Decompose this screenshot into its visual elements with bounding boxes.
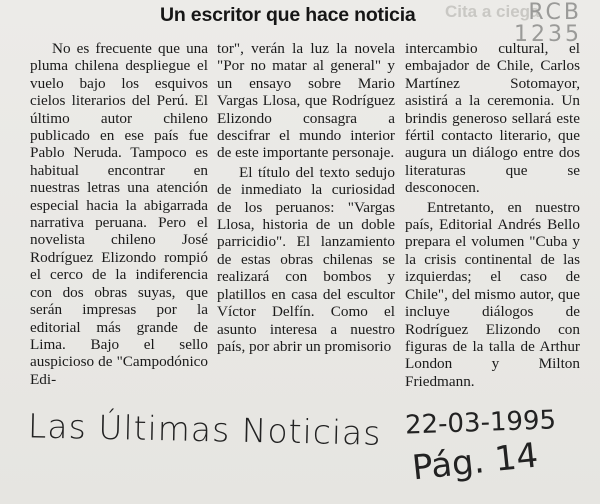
paragraph: El título del texto sedujo de inmediato la curiosidad de los peruanos: "Vargas Llosa, historia de un doble parricidio". El lanzamiento de estas obras chilenas se realizará con bombos y platillos en casa del escultor Víctor Delfín. Como el asunto interesa a nuestro país, por abrir un promisorio: [217, 163, 395, 355]
article-headline: Un escritor que hace noticia: [160, 4, 416, 26]
article-column-3: [405, 40, 580, 390]
paragraph: Entretanto, en nuestro país, Editorial Andrés Bello prepara el volumen "Cuba y la crisis continental de las izquierdas; el caso de Chile", del mismo autor, que incluye diálogos de Rodríguez Elizondo con figuras de la talla de Arthur London y Milton Friedmann.: [405, 198, 580, 390]
paragraph: intercambio cultural, el embajador de Chile, Carlos Martínez Sotomayor, asistirá a la ceremonia. Un brindis generoso sellará este fértil contacto literario, que augura un diálogo entre dos literaturas que se desconocen.: [405, 40, 580, 197]
pencil-note-line-2: 1235: [514, 22, 582, 47]
bleed-through-text: Cita a ciega: [445, 2, 540, 21]
article-column-1: [30, 40, 208, 388]
paragraph: No es frecuente que una pluma chilena despliegue el vuelo bajo los esquivos cielos literarios del Perú. El último autor chileno publicado en ese país fue Pablo Neruda. Tampoco es habitual encontrar en nuestras letras una atención especial hacia la abigarrada narrativa peruana. Pero el novelista chileno José Rodríguez Elizondo rompió el cerco de la indiferencia con dos obras suyas, que serán impresas por la editorial más grande de Lima. Bajo el sello auspicioso de "Campodónico Edi-: [30, 40, 208, 388]
handwritten-source: Las Últimas Noticias: [27, 406, 382, 453]
handwritten-date: 22-03-1995: [404, 405, 557, 441]
pencil-note-line-1: RCB: [528, 0, 582, 25]
article-column-2: [217, 40, 395, 355]
handwritten-page: Pág. 14: [410, 435, 541, 489]
paragraph: tor", verán la luz la novela "Por no matar al general" y un ensayo sobre Mario Vargas Llosa, que Rodríguez Elizondo consagra a descifrar el mundo interior de este importante personaje.: [217, 40, 395, 162]
